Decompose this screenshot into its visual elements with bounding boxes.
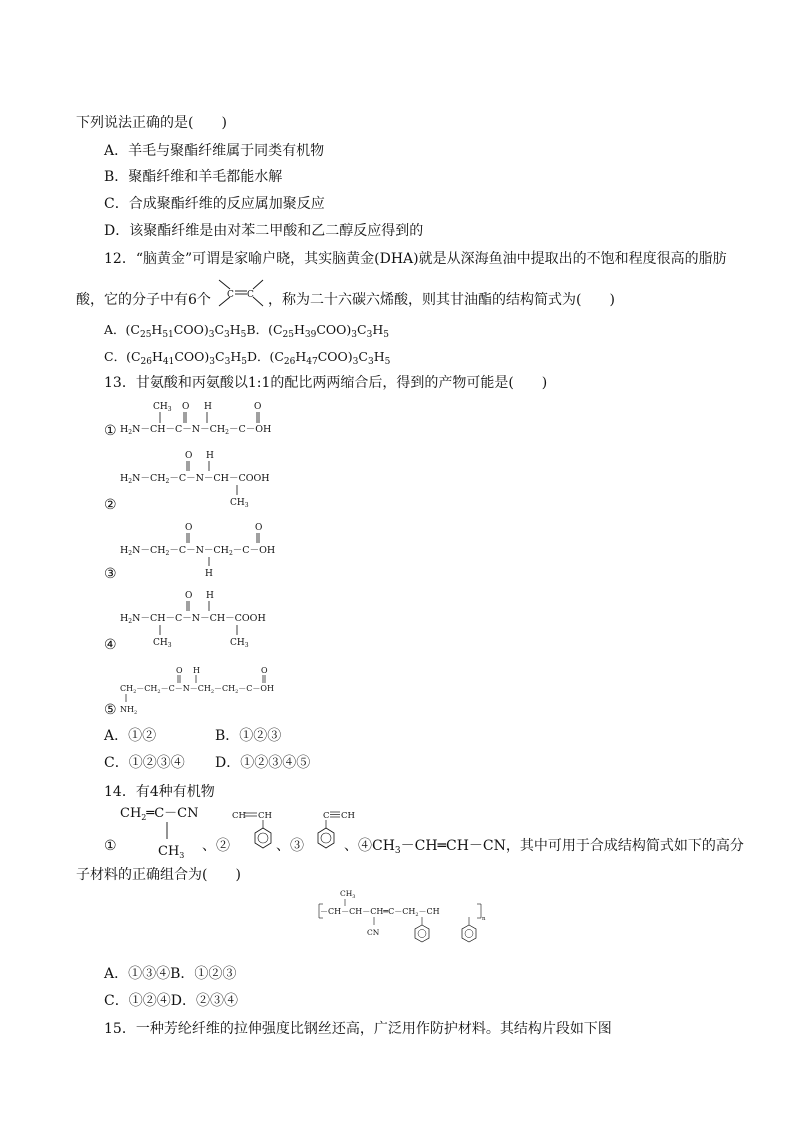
q12-line1: 12．“脑黄金”可谓是家喻户晓，其实脑黄金(DHA)就是从深海鱼油中提取出的不饱和程度很高的脂肪 [104, 251, 727, 267]
svg-text:CH2═C－CN: $CH_2═C-CN$ [120, 806, 199, 822]
q14-line2: 子材料的正确组合为( ) [76, 867, 241, 883]
svg-text:H: H [193, 666, 200, 675]
q14-option-b: B．①②③ [170, 966, 237, 982]
svg-text:CN: CN [367, 928, 380, 937]
svg-text:CH: CH [232, 811, 246, 821]
svg-text:H: H [204, 402, 212, 412]
svg-text:CH3: $CH_3$ [230, 638, 249, 648]
q14-label-3: 、③ [276, 838, 304, 854]
q14-option-a: A．①③④ [104, 966, 171, 982]
q13-stem: 13．甘氨酸和丙氨酸以1:1的配比两两缩合后，得到的产物可能是( ) [104, 375, 548, 391]
svg-text:H: H [206, 591, 214, 601]
svg-text:O: O [185, 591, 193, 601]
compound-2-structure [228, 808, 282, 864]
svg-text:n: n [482, 916, 486, 922]
q13-label-5: ⑤ [104, 702, 117, 718]
svg-text:H2N－CH－C－N－CH2－C－OH: $H_2N-CH-C-N-CH_2-C-OH$ [120, 424, 272, 436]
svg-text:－CH－CH－CH═C－CH2－CH: $-CH-CH-CH═C-CH_2-CH$ [320, 907, 440, 918]
q13-option-b: B．①②③ [215, 728, 282, 744]
svg-text:CH3: $CH_3$ [340, 889, 356, 900]
svg-text:H2N－CH2－C－N－CH－COOH: $H_2N-CH_2-C-N-CH-COOH$ [120, 473, 270, 485]
structure-2 [118, 448, 318, 512]
q11-option-d: D．该聚酯纤维是由对苯二甲酸和乙二醇反应得到的 [104, 223, 424, 239]
q14-options-row1 [104, 965, 236, 983]
svg-text:O: O [185, 451, 193, 461]
svg-text:C: C [247, 290, 254, 300]
svg-text:O: O [254, 402, 262, 412]
q12-line2-post: ，称为二十六碳六烯酸，则其甘油酯的结构简式为( ) [268, 292, 615, 308]
structure-5 [118, 664, 308, 722]
q11-option-b: B．聚酯纤维和羊毛都能水解 [104, 169, 283, 185]
q14-option-d: D．②③④ [170, 993, 238, 1009]
q14-label-1: ① [104, 838, 117, 854]
q13-label-2: ② [104, 497, 117, 513]
q13-option-a: A．①② [104, 728, 157, 744]
structure-1 [118, 398, 318, 446]
svg-text:O: O [261, 666, 268, 675]
q11-stem: 下列说法正确的是( ) [76, 115, 227, 131]
compound-1-structure [118, 803, 204, 871]
svg-text:CH3: $CH_3$ [153, 638, 172, 648]
q12-option-a-b: A．$(C_{25}H_{51}COO)_3C_3H_5B$．$(C_{25}H_{39}COO)_3C_3H_5$ [104, 322, 389, 340]
q14-line-text: 、$④CH_3-CH═CH-CN$，其中可用于合成结构简式如下的高分 [344, 838, 744, 856]
svg-text:O: O [176, 666, 183, 675]
q12-line2-pre: 酸，它的分子中有6个 [76, 292, 211, 308]
structure-4 [118, 588, 318, 652]
svg-text:O: O [182, 402, 190, 412]
svg-text:C: C [323, 811, 330, 821]
q11-option-c: C．合成聚酯纤维的反应属加聚反应 [104, 196, 325, 212]
svg-text:CH3: $CH_3$ [158, 844, 185, 860]
q13-option-c: C．①②③④ [104, 755, 185, 771]
svg-text:O: O [255, 523, 263, 533]
q15-stem: 15．一种芳纶纤维的拉伸强度比钢丝还高，广泛用作防护材料。其结构片段如下图 [104, 1021, 612, 1037]
q11-option-a: A．羊毛与聚酯纤维属于同类有机物 [104, 143, 325, 159]
q14-stem: 14．有4种有机物 [104, 784, 215, 800]
svg-text:H: H [206, 451, 214, 461]
q13-label-1: ① [104, 423, 117, 439]
structure-3 [118, 520, 318, 584]
svg-text:O: O [185, 523, 193, 533]
polymer-structure [316, 886, 492, 960]
svg-text:CH2－CH2－C－N－CH2－CH2－C－OH: $CH_2-CH_2-C-N-CH_2-CH_2-C-OH$ [120, 684, 274, 695]
svg-text:NH2: $NH_2$ [120, 705, 138, 716]
compound-3-structure [303, 808, 357, 864]
double-bond-figure [216, 276, 266, 314]
svg-text:H2N－CH2－C－N－CH2－C－OH: $H_2N-CH_2-C-N-CH_2-C-OH$ [120, 545, 276, 557]
svg-text:CH3: $CH_3$ [153, 402, 172, 413]
q13-label-3: ③ [104, 566, 117, 582]
svg-text:CH: CH [258, 811, 272, 821]
svg-text:H2N－CH－C－N－CH－COOH: $H_2N-CH-C-N-CH-COOH$ [120, 613, 266, 625]
q14-options-row2 [104, 992, 238, 1010]
svg-text:CH3: $CH_3$ [230, 498, 249, 508]
svg-text:C: C [227, 290, 234, 300]
q12-option-c-d: C．$(C_{26}H_{41}COO)_3C_3H_5D$．$(C_{26}H_{47}COO)_3C_3H_5$ [104, 349, 391, 367]
svg-text:H: H [205, 569, 213, 579]
q14-label-2: 、② [202, 838, 230, 854]
q13-label-4: ④ [104, 637, 117, 653]
q13-option-d: D．①②③④⑤ [215, 755, 311, 771]
q14-option-c: C．①②④ [104, 993, 171, 1009]
svg-text:CH: CH [341, 811, 355, 821]
